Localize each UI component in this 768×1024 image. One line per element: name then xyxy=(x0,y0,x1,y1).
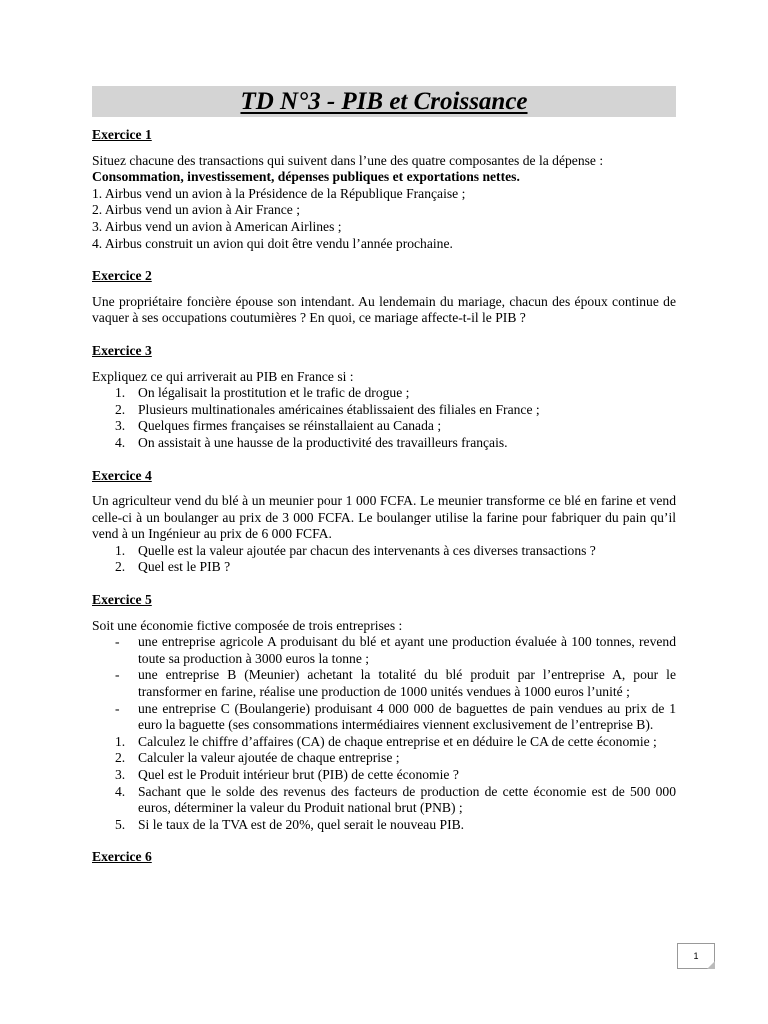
exercise-1-intro: Situez chacune des transactions qui suivent dans l’une des quatre composantes de la dépense : xyxy=(92,152,604,168)
exercise-5-title: Exercice 5 xyxy=(92,592,152,608)
exercise-4 xyxy=(92,468,676,577)
exercise-1-line: 4. Airbus construit un avion qui doit être vendu l’année prochaine. xyxy=(92,235,453,251)
exercise-2 xyxy=(92,268,676,327)
exercise-2-text: Une propriétaire foncière épouse son intendant. Au lendemain du mariage, chacun des époux continue de vaquer à ses occupations coutumières ? En quoi, ce mariage affecte-t-il le PIB ? xyxy=(92,293,676,326)
list-item: 2. Calculer la valeur ajoutée de chaque entreprise ; xyxy=(115,750,400,766)
list-item: 1. On légalisait la prostitution et le trafic de drogue ; xyxy=(115,385,410,401)
exercise-1 xyxy=(92,127,676,252)
title-text: TD N°3 - PIB et Croissance xyxy=(240,88,528,115)
exercise-3-intro: Expliquez ce qui arriverait au PIB en France si : xyxy=(92,368,354,384)
list-item: 3. Quelques firmes françaises se réinstallaient au Canada ; xyxy=(115,418,442,434)
exercise-4-title: Exercice 4 xyxy=(92,467,152,483)
dash-item: - une entreprise C (Boulangerie) produisant 4 000 000 de baguettes de pain vendues au prix de 1 euro la baguette (ses consommations intermédiaires viennent exclusivement de l’entreprise B). xyxy=(115,700,676,733)
exercise-1-line: 3. Airbus vend un avion à American Airlines ; xyxy=(92,218,342,234)
list-item: 2. Quel est le PIB ? xyxy=(115,559,231,575)
page-number: 1 xyxy=(677,943,715,969)
exercise-6-title: Exercice 6 xyxy=(92,849,152,865)
list-item: 3. Quel est le Produit intérieur brut (PIB) de cette économie ? xyxy=(115,767,459,782)
exercise-1-line: 2. Airbus vend un avion à Air France ; xyxy=(92,202,301,218)
list-item: 1. Calculez le chiffre d’affaires (CA) de chaque entreprise et en déduire le CA de cette économie ; xyxy=(115,733,657,749)
exercise-3-title: Exercice 3 xyxy=(92,342,152,358)
exercise-6 xyxy=(92,849,676,866)
exercise-1-title: Exercice 1 xyxy=(92,127,152,142)
exercise-5-intro: Soit une économie fictive composée de trois entreprises : xyxy=(92,617,403,633)
exercise-4-text: Un agriculteur vend du blé à un meunier pour 1 000 FCFA. Le meunier transforme ce blé en farine et vend celle-ci à un boulanger au prix de 3 000 FCFA. Le boulanger utilise la farine pour fabriquer du pain qu’il vend à un Ingénieur au prix de 6 000 FCFA. xyxy=(92,493,676,542)
document-page xyxy=(92,86,676,882)
dash-item: - une entreprise agricole A produisant du blé et ayant une production évaluée à 100 tonnes, revend toute sa production à 3000 euros la tonne ; xyxy=(115,634,676,666)
exercise-1-line: 1. Airbus vend un avion à la Présidence de la République Française ; xyxy=(92,185,466,201)
list-item: 1. Quelle est la valeur ajoutée par chacun des intervenants à ces diverses transactions ? xyxy=(115,542,596,558)
list-item: 2. Plusieurs multinationales américaines établissaient des filiales en France ; xyxy=(115,401,540,417)
list-item: 5. Si le taux de la TVA est de 20%, quel serait le nouveau PIB. xyxy=(115,816,465,832)
list-item: 4. On assistait à une hausse de la productivité des travailleurs français. xyxy=(115,434,508,450)
document-title xyxy=(92,86,676,117)
dash-item: - une entreprise B (Meunier) achetant la totalité du blé produit par l’entreprise A, pour le transformer en farine, réalise une production de 1000 unités vendues à 1000 euros l’unité ; xyxy=(115,667,676,700)
exercise-2-title: Exercice 2 xyxy=(92,268,152,284)
exercise-3 xyxy=(92,343,676,452)
exercise-1-bold: Consommation, investissement, dépenses publiques et exportations nettes. xyxy=(92,169,520,185)
list-item: 4. Sachant que le solde des revenus des facteurs de production de cette économie est de 500 000 euros, déterminer la valeur du Produit national brut (PNB) ; xyxy=(115,783,676,816)
exercise-5 xyxy=(92,592,676,833)
